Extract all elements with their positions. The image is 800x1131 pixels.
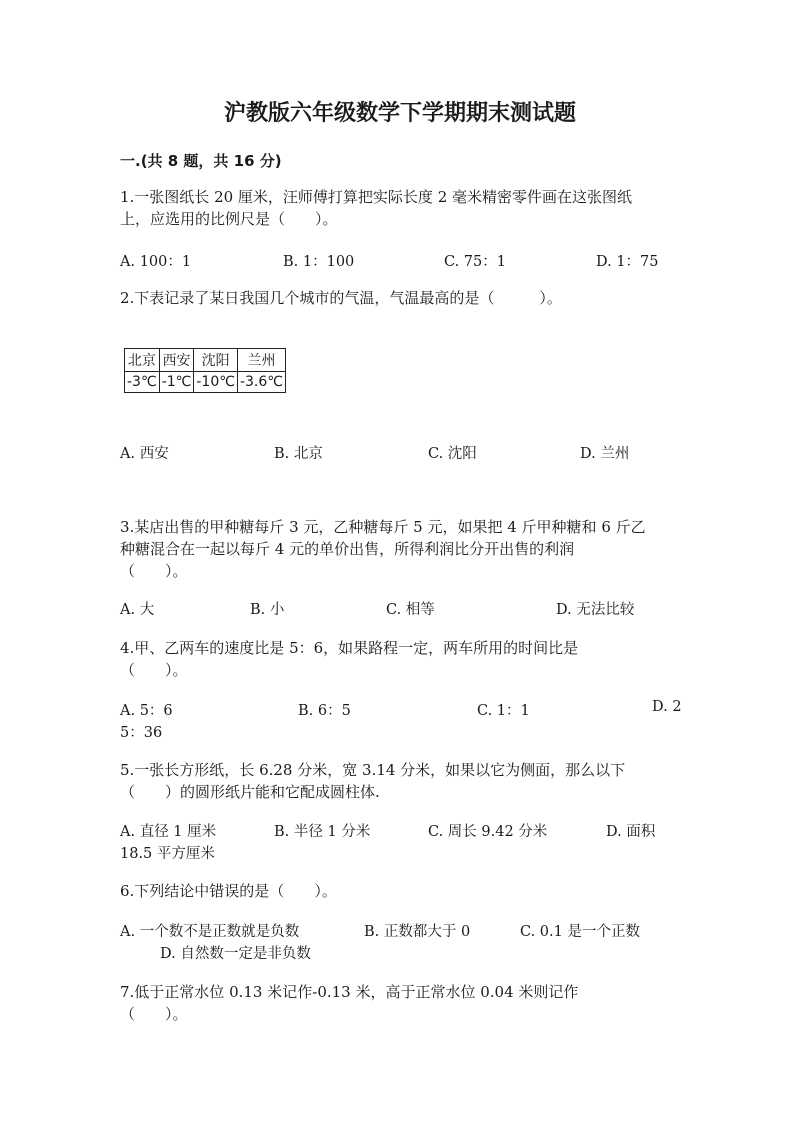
option-d: D. 无法比较: [556, 602, 635, 618]
table-row: [125, 372, 286, 393]
option-c: C. 沈阳: [428, 446, 477, 462]
question-text: 5.一张长方形纸，长 6.28 分米，宽 3.14 分米，如果以它为侧面，那么以下: [120, 761, 626, 779]
table-cell: -3℃: [125, 372, 160, 393]
table-header-cell: 北京: [125, 349, 160, 372]
table-header-cell: 西安: [159, 349, 194, 372]
question-text: 7.低于正常水位 0.13 米记作-0.13 米，高于正常水位 0.04 米则记作: [120, 983, 579, 1001]
option-a: A. 100：1: [120, 254, 192, 270]
table-cell: -3.6℃: [237, 372, 285, 393]
option-b: B. 半径 1 分米: [274, 824, 371, 840]
option-c: C. 相等: [386, 602, 435, 618]
option-a: A. 5：6: [120, 703, 173, 719]
option-a: A. 一个数不是正数就是负数: [120, 924, 300, 940]
option-b: B. 1：100: [283, 254, 355, 270]
option-a: A. 西安: [120, 446, 169, 462]
option-c: C. 0.1 是一个正数: [520, 924, 640, 940]
table-cell: -1℃: [159, 372, 194, 393]
option-a: A. 大: [120, 602, 155, 618]
question-text: 3.某店出售的甲种糖每斤 3 元，乙种糖每斤 5 元，如果把 4 斤甲种糖和 6 斤乙: [120, 518, 646, 536]
option-c: C. 75：1: [444, 254, 506, 270]
question-text: 4.甲、乙两车的速度比是 5：6，如果路程一定，两车所用的时间比是: [120, 639, 579, 657]
question-text: 2.下表记录了某日我国几个城市的气温，气温最高的是（ ）。: [120, 289, 562, 307]
page-title: 沪教版六年级数学下学期期末测试题: [223, 101, 576, 126]
option-d-continued: 5：36: [120, 725, 163, 741]
option-b: B. 正数都大于 0: [364, 924, 471, 940]
temperature-table: [124, 348, 286, 393]
question-text: （ ）。: [120, 661, 188, 679]
question-text: 种糖混合在一起以每斤 4 元的单价出售，所得利润比分开出售的利润: [120, 540, 575, 558]
table-header-cell: 兰州: [237, 349, 285, 372]
option-b: B. 6：5: [298, 703, 351, 719]
option-d: D. 自然数一定是非负数: [160, 946, 311, 962]
question-text: 1.一张图纸长 20 厘米，汪师傅打算把实际长度 2 毫米精密零件画在这张图纸: [120, 188, 633, 206]
option-c: C. 周长 9.42 分米: [428, 824, 548, 840]
table-header-cell: 沈阳: [194, 349, 238, 372]
option-b: B. 小: [250, 602, 285, 618]
option-d: D. 1：75: [596, 254, 659, 270]
question-text: （ ）。: [120, 562, 188, 580]
question-text: 6.下列结论中错误的是（ ）。: [120, 882, 337, 900]
section-heading: 一.(共 8 题，共 16 分): [120, 152, 282, 170]
option-d: D. 2: [652, 699, 682, 715]
option-d: D. 兰州: [580, 446, 630, 462]
table-row: [125, 349, 286, 372]
option-c: C. 1：1: [477, 703, 530, 719]
option-b: B. 北京: [274, 446, 323, 462]
table-cell: -10℃: [194, 372, 238, 393]
option-d-continued: 18.5 平方厘米: [120, 846, 215, 862]
question-text: （ ）的圆形纸片能和它配成圆柱体.: [120, 783, 380, 801]
question-text: （ ）。: [120, 1005, 188, 1023]
option-d: D. 面积: [606, 824, 656, 840]
option-a: A. 直径 1 厘米: [120, 824, 217, 840]
question-text: 上，应选用的比例尺是（ ）。: [120, 210, 338, 228]
